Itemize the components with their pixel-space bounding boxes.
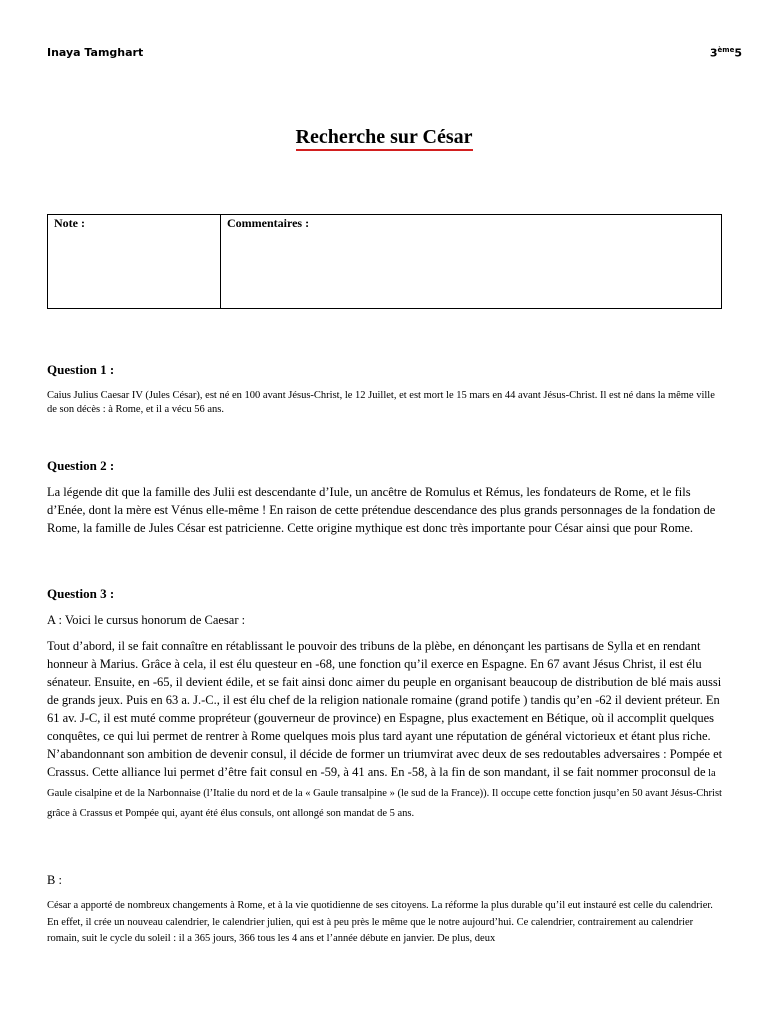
grade-table bbox=[47, 214, 722, 309]
class-suffix: 5 bbox=[734, 46, 742, 60]
question-3a-answer bbox=[47, 637, 725, 823]
question-3a-answer-tail: la Gaule cisalpine et de la Narbonnaise (l’Italie du nord et de la « Gaule transalpine » (le sud de la France)). Il occupe cette fonction jusqu’en 50 avant Jésus-Christ grâce à Crassus et Pompée qui, ayant été élus consuls, ont allongé son mandat de 5 ans. bbox=[47, 768, 722, 819]
question-3-heading: Question 3 : bbox=[47, 586, 115, 601]
question-3b-answer: César a apporté de nombreux changements à Rome, et à la vie quotidienne de ses citoyens. La réforme la plus durable qu’il eut instauré est celle du calendrier. En effet, il crée un nouveau calendrier, le calendrier julien, qui est à peu près le même que le notre aujourd’hui. Ce calendrier, contrairement au calendrier romain, suit le cycle du soleil : il a 365 jours, 366 tous les 4 ans et l’année débute en janvier. De plus, deux bbox=[47, 900, 713, 944]
question-2-answer: La légende dit que la famille des Julii est descendante d’Iule, un ancêtre de Romulus et Rémus, les fondateurs de Rome, et le fils d’Enée, dont la mère est Vénus elle-même ! En raison de cette prétendue descendance des plus grands personnages de la fondation de Rome, la famille de Jules César est patricienne. Cette origine mythique est donc très importante pour César ainsi que pour Rome. bbox=[47, 485, 716, 535]
comment-label: Commentaires : bbox=[227, 216, 310, 230]
question-1-heading: Question 1 : bbox=[47, 362, 115, 377]
note-label: Note : bbox=[54, 216, 85, 230]
question-1-answer: Caius Julius Caesar IV (Jules César), est né en 100 avant Jésus-Christ, le 12 Juillet, et est mort le 15 mars en 44 avant Jésus-Christ. Il est né dans la même ville de son décès : à Rome, et il a vécu 56 ans. bbox=[47, 390, 715, 415]
question-2-heading: Question 2 : bbox=[47, 458, 115, 473]
class-label bbox=[710, 46, 742, 60]
question-3a-answer-main: Tout d’abord, il se fait connaître en rétablissant le pouvoir des tribuns de la plèbe, en dénonçant les partisans de Sylla et en rendant honneur à Marius. Grâce à cela, il est élu questeur en -68, une fonction qu’il exerce en Espagne. En 67 avant Jésus Christ, il est élu sénateur. Ensuite, en -65, il devient édile, et se fait ainsi donc aimer du peuple en organisant beaucoup de distribution de blé mais aussi de grands jeux. Puis en 63 a. J.-C., il est élu chef de la religion nationale romaine (grand potife ) tandis qu’en -62 il devient préteur. En 61 av. J-C, il est muté comme propréteur (gouverneur de province) en Espagne, plus exactement en Bétique, où il accomplit quelques conquêtes, ce qui lui permet de rentrer à Rome quelques mois plus tard ayant une réputation de général victorieux et étant plus riche. N’abandonnant son ambition de devenir consul, il décide de former un triumvirat avec deux de ses redoutables adversaires : Pompée et Crassus. Cette alliance lui permet d’être fait consul en -59, à 41 ans. En -58, à la fin de son mandant, il se fait nommer proconsul de bbox=[47, 639, 723, 779]
class-superscript: ème bbox=[717, 46, 735, 54]
page-title: Recherche sur César bbox=[0, 126, 768, 149]
question-3b-label: B : bbox=[47, 873, 62, 887]
class-prefix: 3 bbox=[709, 46, 718, 60]
comment-cell bbox=[221, 215, 722, 309]
question-3a-intro: A : Voici le cursus honorum de Caesar : bbox=[47, 613, 246, 627]
author-name: Inaya Tamghart bbox=[47, 46, 144, 59]
note-cell bbox=[48, 215, 221, 309]
